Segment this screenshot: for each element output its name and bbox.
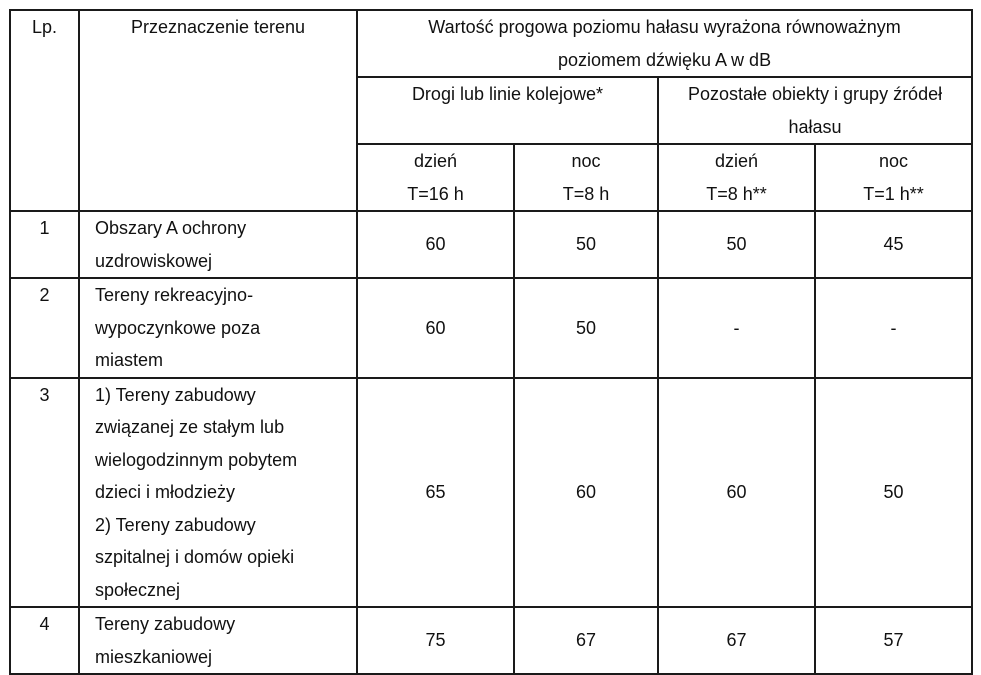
table-row: [10, 378, 972, 608]
row-description: [79, 378, 357, 608]
value-other-night: 45: [815, 211, 972, 278]
header-threshold-line-1: Wartość progowa poziomu hałasu wyrażona równoważnym: [428, 17, 901, 37]
table-row: [10, 278, 972, 378]
header-other-night-label: noc: [879, 151, 909, 171]
row-lp: 3: [10, 378, 79, 608]
header-other-line-2: hałasu: [788, 116, 842, 137]
header-other-night: [815, 144, 972, 211]
header-other-day-label: dzień: [714, 151, 759, 171]
row-lp: 4: [10, 607, 79, 674]
row-description-line: wypoczynkowe poza: [95, 317, 261, 338]
header-other-day: [658, 144, 815, 211]
header-purpose: [79, 10, 357, 211]
value-other-night: -: [815, 278, 972, 378]
value-other-day: 60: [658, 378, 815, 608]
header-other-line-1: Pozostałe obiekty i grupy źródeł: [687, 84, 943, 104]
value-roads-night: 50: [514, 278, 658, 378]
row-description-line: 2) Tereny zabudowy: [95, 514, 256, 535]
row-description-line: mieszkaniowej: [95, 646, 213, 667]
row-description: [79, 278, 357, 378]
row-lp: 1: [10, 211, 79, 278]
value-other-day: -: [658, 278, 815, 378]
value-other-night: 57: [815, 607, 972, 674]
header-lp: [10, 10, 79, 211]
row-description-line: wielogodzinnym pobytem: [95, 449, 298, 470]
row-description-line: Obszary A ochrony: [95, 218, 247, 238]
value-roads-night: 50: [514, 211, 658, 278]
row-description-line: związanej ze stałym lub: [95, 417, 285, 437]
row-description-line: Tereny rekreacyjno-: [95, 285, 254, 305]
row-description-line: miastem: [95, 350, 164, 370]
header-purpose-text: Przeznaczenie terenu: [130, 17, 306, 37]
value-other-day: 67: [658, 607, 815, 674]
header-other-night-period: T=1 h**: [863, 183, 924, 204]
header-roads-text: Drogi lub linie kolejowe*: [411, 84, 604, 104]
row-description-line: dzieci i młodzieży: [95, 482, 236, 502]
header-lp-text: Lp.: [31, 17, 58, 37]
value-roads-day: 60: [357, 211, 514, 278]
header-roads-night-label: noc: [571, 151, 601, 171]
value-other-night: 50: [815, 378, 972, 608]
table-row: [10, 211, 972, 278]
header-roads-day-period: T=16 h: [407, 183, 464, 204]
header-roads-night-period: T=8 h: [562, 183, 610, 204]
value-roads-night: 67: [514, 607, 658, 674]
row-description-line: społecznej: [95, 579, 181, 600]
value-roads-day: 60: [357, 278, 514, 378]
header-row-1: [10, 10, 972, 77]
row-description-line: 1) Tereny zabudowy: [95, 384, 256, 405]
header-roads-day: [357, 144, 514, 211]
value-other-day: 50: [658, 211, 815, 278]
table-row: [10, 607, 972, 674]
noise-threshold-table: [9, 9, 973, 675]
header-threshold-line-2: poziomem dźwięku A w dB: [557, 49, 772, 70]
row-description-line: Tereny zabudowy: [95, 614, 236, 634]
row-description: [79, 607, 357, 674]
header-threshold: [357, 10, 972, 77]
header-roads-day-label: dzień: [413, 151, 458, 171]
header-other-sources: [658, 77, 972, 144]
header-roads-night: [514, 144, 658, 211]
value-roads-night: 60: [514, 378, 658, 608]
row-description-line: uzdrowiskowej: [95, 250, 213, 271]
header-roads: [357, 77, 658, 144]
row-description-line: szpitalnej i domów opieki: [95, 547, 295, 567]
value-roads-day: 75: [357, 607, 514, 674]
row-lp: 2: [10, 278, 79, 378]
value-roads-day: 65: [357, 378, 514, 608]
row-description: [79, 211, 357, 278]
header-other-day-period: T=8 h**: [706, 183, 767, 204]
